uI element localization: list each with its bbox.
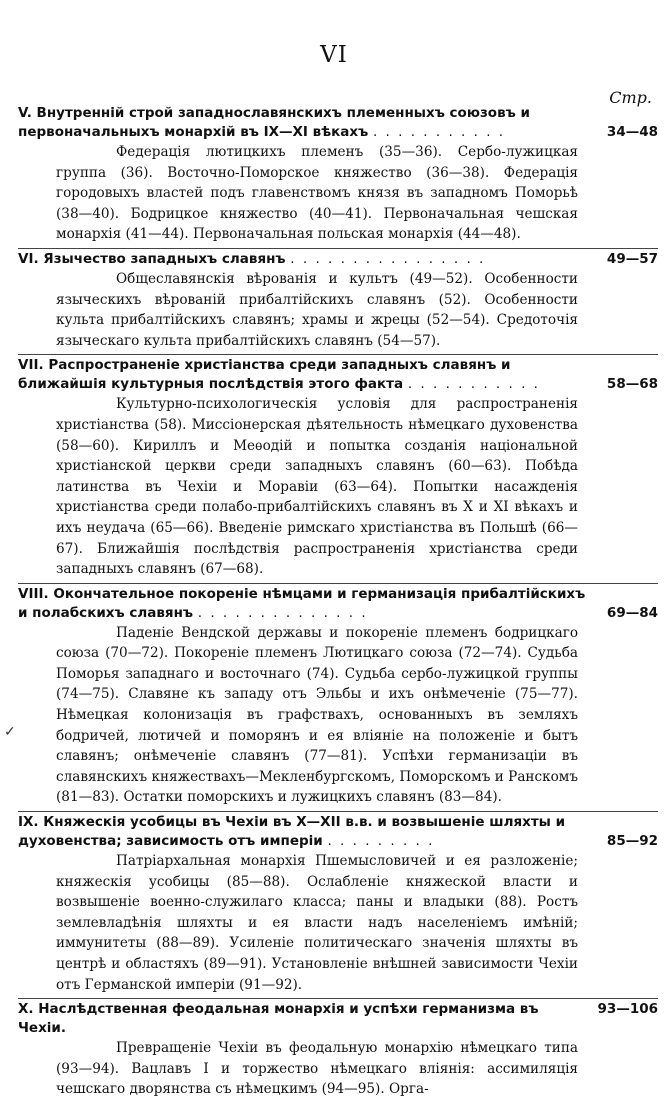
chapter-pages: 69—84 xyxy=(606,604,658,621)
table-of-contents xyxy=(18,104,658,1100)
chapter-entry-10 xyxy=(18,1000,658,1100)
chapter-entry-6 xyxy=(18,250,658,355)
chapter-title: V. Внутренній строй западнославянскихъ племенныхъ союзовъ и первоначальныхъ монархій въ IX—XI вѣкахъ . . . . . . . . . . . xyxy=(18,105,530,140)
chapter-summary: Превращеніе Чехіи въ феодальную монархію нѣмецкаго типа (93—94). Вацлавъ I и торжество нѣмецкаго вліянія: ассимиляція чешскаго дворянства съ нѣмецкимъ (94—95). Орга- xyxy=(56,1040,578,1098)
chapter-entry-7 xyxy=(18,356,658,583)
chapter-pages: 93—106 xyxy=(597,1001,658,1018)
chapter-entry-5 xyxy=(18,104,658,249)
chapter-summary: Культурно-психологическія условія для распространенія христіанства (58). Миссіонерская дѣятельность нѣмецкаго духовенства (58—60). Кириллъ и Меѳодій и попытка созданія національной христіанской церкви среди западныхъ славянъ (60—63). Побѣда латинства въ Чехіи и Моравіи (63—64). Попытки насажденія христіанства среди полабо-прибалтійскихъ славянъ въ X и XI вѣкахъ и ихъ неудача (65—66). Введеніе римскаго христіанства въ Польшѣ (66—67). Ближайшія послѣдствія распространенія христіанства среди западныхъ славянъ (67—68). xyxy=(56,396,578,578)
chapter-pages: 49—57 xyxy=(606,250,658,267)
chapter-pages: 85—92 xyxy=(606,833,658,850)
page-column-header: Стр. xyxy=(609,88,652,107)
chapter-entry-9 xyxy=(18,813,658,999)
stray-pencil-mark: ✓ xyxy=(4,724,16,740)
chapter-title: IX. Княжескія усобицы въ Чехіи въ X—XII в.в. и возвышеніе шляхты и духовенства; зависимость отъ имперіи . . . . . . . . . xyxy=(18,814,566,850)
page-number: VI xyxy=(320,42,348,68)
chapter-title: X. Наслѣдственная феодальная монархія и успѣхи германизма въ Чехіи. xyxy=(18,1001,539,1037)
chapter-entry-8 xyxy=(18,585,658,812)
chapter-pages: 58—68 xyxy=(606,376,658,393)
chapter-pages: 34—48 xyxy=(606,124,658,140)
chapter-summary: Паденіе Вендской державы и покореніе племенъ бодрицкаго союза (70—72). Покореніе племенъ Лютицкаго союза (72—74). Судьба Поморья западнаго и восточнаго (74). Судьба сербо-лужицкой группы (74—75). Славяне къ западу отъ Эльбы и ихъ онѣмеченіе (75—77). Нѣмецкая колонизація въ графствахъ, основанныхъ въ земляхъ бодричей, лютичей и поморянъ и ея вліяніе на положеніе и бытъ славянъ; онѣмеченіе славянъ (77—81). Успѣхи германизаціи въ славянскихъ княжествахъ—Мекленбургскомъ, Поморскомъ и Ранскомъ (81—83). Остатки поморскихъ и лужицкихъ славянъ (83—84). xyxy=(56,624,578,806)
divider xyxy=(18,248,658,249)
divider xyxy=(18,998,658,999)
chapter-summary: Общеславянскія вѣрованія и культъ (49—52). Особенности языческихъ вѣрованій прибалтійскихъ славянъ (52). Особенности культа прибалтійскихъ славянъ; храмы и жрецы (52—54). Средоточія языческаго культа прибалтійскихъ славянъ (54—57). xyxy=(56,270,578,349)
divider xyxy=(18,811,658,812)
chapter-title: VIII. Окончательное покореніе нѣмцами и германизація прибалтійскихъ и полабскихъ славянъ . . . . . . . . . . . . . . xyxy=(18,585,586,621)
chapter-summary: Федерація лютицкихъ племенъ (35—36). Сербо-лужицкая группа (36). Восточно-Поморское княжество (36—38). Федерація городовыхъ властей подъ главенствомъ князя въ западномъ Поморьѣ (38—40). Бодрицкое княжество (40—41). Первоначальная чешская монархія (41—44). Первоначальная польская монархія (44—48). xyxy=(56,144,578,243)
chapter-title: VII. Распространеніе христіанства среди западныхъ славянъ и ближайшія культурныя послѣдствія этого факта . . . . . . . . . . . xyxy=(18,357,540,393)
chapter-title: VI. Язычество западныхъ славянъ . . . . . . . . . . . . . . . . xyxy=(18,250,486,267)
divider xyxy=(18,583,658,584)
chapter-summary: Патріархальная монархія Пшемысловичей и ея разложеніе; княжескія усобицы (85—88). Ослабленіе княжеской власти и возвышеніе военно-служилаго класса; паны и владыки (88). Ростъ землевладѣнія шляхты и ея власти надъ населеніемъ имѣній; иммунитеты (88—89). Усиленіе политическаго значенія шляхты въ центрѣ и областяхъ (89—91). Установленіе внѣшней зависимости Чехіи отъ Германской имперіи (91—92). xyxy=(56,853,578,993)
divider xyxy=(18,354,658,355)
